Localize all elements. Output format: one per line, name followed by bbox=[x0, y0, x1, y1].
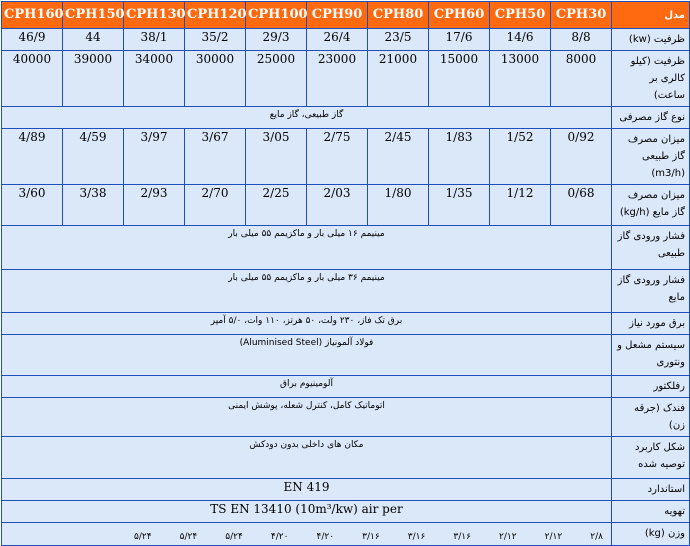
table-cell: 1/83 bbox=[429, 129, 489, 184]
merged-cell: آلومینیوم براق bbox=[2, 376, 611, 397]
natural-gas-pressure-row bbox=[2, 226, 689, 269]
table-cell: 2/25 bbox=[246, 185, 306, 225]
natural-gas-consumption-row bbox=[2, 129, 689, 184]
row-label: فشار ورودی گاز مایع bbox=[612, 270, 689, 312]
table-cell: 30000 bbox=[185, 51, 245, 106]
table-cell: 23000 bbox=[307, 51, 367, 106]
merged-cell: فولاد آلمونیاز (Aluminised Steel) bbox=[2, 335, 611, 375]
table-cell: 39000 bbox=[63, 51, 123, 106]
table-cell: 1/52 bbox=[490, 129, 550, 184]
reflector-row bbox=[2, 376, 689, 397]
table-cell: 26/4 bbox=[307, 29, 367, 50]
model-header: CPH90 bbox=[307, 2, 367, 28]
row-label: فشار ورودی گاز طبیعی bbox=[612, 226, 689, 269]
row-label: سیستم مشعل و ونتوری bbox=[612, 335, 689, 375]
table-cell: 15000 bbox=[429, 51, 489, 106]
row-label: رفلکتور bbox=[612, 376, 689, 397]
table-cell: 2/70 bbox=[185, 185, 245, 225]
weight-value: ۳/۱۶ bbox=[362, 532, 380, 542]
gas-type-row bbox=[2, 107, 689, 128]
ignition-row bbox=[2, 398, 689, 436]
table-cell: 3/05 bbox=[246, 129, 306, 184]
weight-value: ۴/۲۰ bbox=[316, 532, 335, 542]
merged-cell: مینیمم ۱۶ میلی بار و ماکزیمم ۵۵ میلی بار bbox=[2, 226, 611, 269]
row-label: میزان مصرف گاز مایع (kg/h) bbox=[612, 185, 689, 225]
model-header: CPH100 bbox=[246, 2, 306, 28]
model-header: CPH130 bbox=[124, 2, 184, 28]
merged-cell: TS EN 13410 (10m³/kw) air per bbox=[2, 501, 611, 522]
table-cell: 1/35 bbox=[429, 185, 489, 225]
merged-cell: مکان های داخلی بدون دودکش bbox=[2, 437, 611, 478]
standard-row bbox=[2, 479, 689, 500]
table-cell: 3/60 bbox=[2, 185, 62, 225]
table-cell: 2/03 bbox=[307, 185, 367, 225]
weight-value: ۲/۱۲ bbox=[499, 532, 517, 542]
model-header: CPH60 bbox=[429, 2, 489, 28]
weight-values bbox=[2, 523, 611, 545]
weight-value: ۵/۲۴ bbox=[225, 532, 243, 542]
usage-row bbox=[2, 437, 689, 478]
table-cell: 3/67 bbox=[185, 129, 245, 184]
table-cell: 4/59 bbox=[63, 129, 123, 184]
ventilation-row bbox=[2, 501, 689, 522]
table-cell: 8000 bbox=[551, 51, 611, 106]
row-label: برق مورد نیاز bbox=[612, 313, 689, 334]
table-cell: 3/97 bbox=[124, 129, 184, 184]
table-cell: 14/6 bbox=[490, 29, 550, 50]
merged-cell: اتوماتیک کامل، کنترل شعله، پوشش ایمنی bbox=[2, 398, 611, 436]
capacity-kcal-row bbox=[2, 51, 689, 106]
model-header: CPH80 bbox=[368, 2, 428, 28]
table-cell: 25000 bbox=[246, 51, 306, 106]
table-cell: 2/75 bbox=[307, 129, 367, 184]
table-cell: 2/93 bbox=[124, 185, 184, 225]
table-cell: 29/3 bbox=[246, 29, 306, 50]
table-cell: 38/1 bbox=[124, 29, 184, 50]
table-cell: 4/89 bbox=[2, 129, 62, 184]
table-cell: 46/9 bbox=[2, 29, 62, 50]
power-row bbox=[2, 313, 689, 334]
capacity-kw-row bbox=[2, 29, 689, 50]
model-header: CPH120 bbox=[185, 2, 245, 28]
table-cell: 1/12 bbox=[490, 185, 550, 225]
weight-value: ۲/۸ bbox=[590, 532, 603, 542]
row-label: تهویه bbox=[612, 501, 689, 522]
model-header: CPH160 bbox=[2, 2, 62, 28]
table-cell: 23/5 bbox=[368, 29, 428, 50]
table-cell: 17/6 bbox=[429, 29, 489, 50]
table-cell: 2/45 bbox=[368, 129, 428, 184]
table-cell: 34000 bbox=[124, 51, 184, 106]
table-cell: 0/68 bbox=[551, 185, 611, 225]
row-label: وزن (kg) bbox=[612, 523, 689, 545]
table-cell: 40000 bbox=[2, 51, 62, 106]
table-cell: 1/80 bbox=[368, 185, 428, 225]
table-cell: 44 bbox=[63, 29, 123, 50]
row-label: فندک (جرقه زن) bbox=[612, 398, 689, 436]
row-label: ظرفیت (kw) bbox=[612, 29, 689, 50]
lpg-pressure-row bbox=[2, 270, 689, 312]
weight-value: ۵/۲۴ bbox=[179, 532, 198, 542]
row-label: شکل کاربرد توصیه شده bbox=[612, 437, 689, 478]
weight-value: ۳/۱۶ bbox=[407, 532, 426, 542]
merged-cell: مینیمم ۳۶ میلی بار و ماکزیمم ۵۵ میلی بار bbox=[2, 270, 611, 312]
weight-value: ۵/۲۴ bbox=[134, 532, 152, 542]
model-header: CPH30 bbox=[551, 2, 611, 28]
merged-cell: برق تک فاز، ۲۳۰ ولت، ۵۰ هرتز، ۱۱۰ وات، ۵/۰ آمپر bbox=[2, 313, 611, 334]
table-cell: 35/2 bbox=[185, 29, 245, 50]
model-label: مدل bbox=[612, 2, 689, 28]
table-cell: 21000 bbox=[368, 51, 428, 106]
row-label: ظرفیت (کیلو کالری بر ساعت) bbox=[612, 51, 689, 106]
table-cell: 13000 bbox=[490, 51, 550, 106]
weight-value: ۳/۱۶ bbox=[453, 532, 471, 542]
header-row bbox=[2, 2, 689, 28]
weight-value: ۴/۲۰ bbox=[270, 532, 289, 542]
burner-system-row bbox=[2, 335, 689, 375]
row-label: نوع گاز مصرفی bbox=[612, 107, 689, 128]
model-header: CPH50 bbox=[490, 2, 550, 28]
row-label: استاندارد bbox=[612, 479, 689, 500]
model-header: CPH150 bbox=[63, 2, 123, 28]
merged-cell: EN 419 bbox=[2, 479, 611, 500]
table-cell: 3/38 bbox=[63, 185, 123, 225]
table-cell: 8/8 bbox=[551, 29, 611, 50]
weight-row bbox=[2, 523, 689, 545]
lpg-consumption-row bbox=[2, 185, 689, 225]
table-cell: 0/92 bbox=[551, 129, 611, 184]
merged-cell: گاز طبیعی، گاز مایع bbox=[2, 107, 611, 128]
weight-value: ۲/۱۲ bbox=[544, 532, 563, 542]
spec-table bbox=[1, 1, 690, 546]
row-label: میزان مصرف گاز طبیعی (m3/h) bbox=[612, 129, 689, 184]
